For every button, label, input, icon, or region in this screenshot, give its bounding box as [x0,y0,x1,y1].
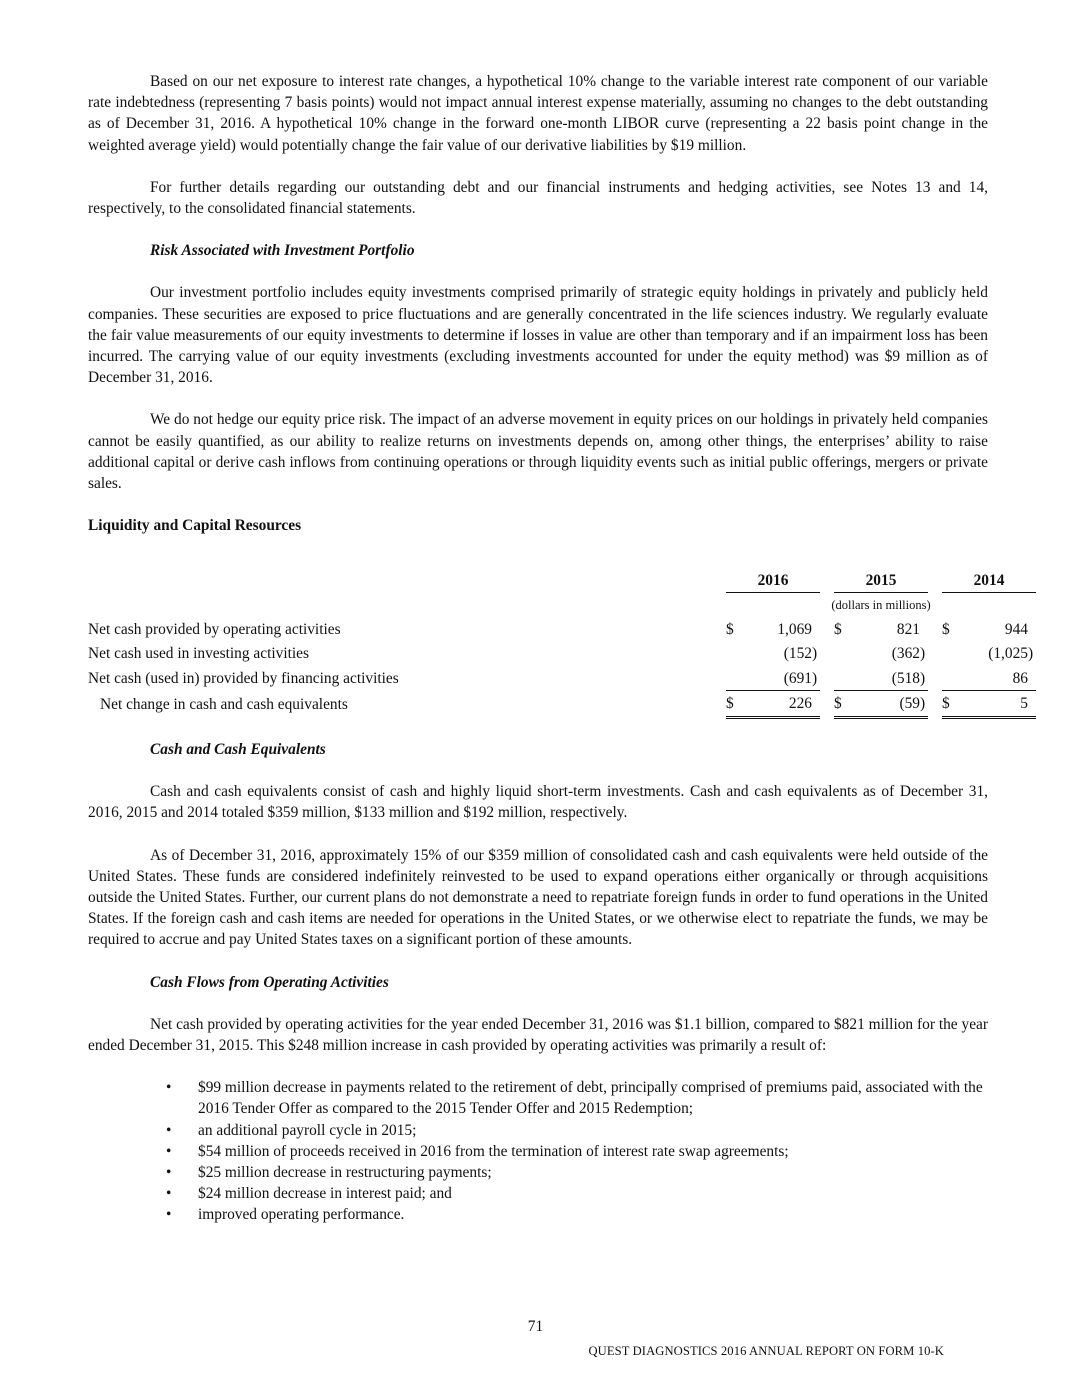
bullet-icon: • [166,1164,172,1182]
investment-portfolio-paragraph: Our investment portfolio includes equity investments comprised primarily of strategic equity holdings in privately and publicly held companies. These securities are exposed to price fluctuations and are generally concentrated in the life sciences industry. We regularly evaluate the fair value measurements of our equity investments to determine if losses in value are other than temporary and if an impairment loss has been incurred. The carrying value of our equity investments (excluding investments accounted for under the equity method) was $9 million as of December 31, 2016. [88,284,988,387]
bullet-icon: • [166,1142,172,1160]
currency-symbol: $ [726,621,734,639]
unit-note: (dollars in millions) [831,597,931,612]
value-2014: 944 [1004,621,1028,639]
list-item [88,1141,988,1162]
list-item-text: $24 million decrease in interest paid; and [198,1185,452,1203]
bullet-icon: • [166,1206,172,1224]
currency-symbol: $ [726,691,748,717]
year-header: 2014 [942,568,1036,593]
value-2015: (362 [891,645,920,663]
operating-cash-flows-paragraph: Net cash provided by operating activities for the year ended December 31, 2016 was $1.1 billion, compared to $821 million for the year ended December 31, 2015. This $248 million increase in cash provided by operating activities was primarily a result of: [88,1015,988,1055]
row-label: Net cash (used in) provided by financing activities [88,669,399,687]
table-row [88,618,1036,642]
list-item-text: improved operating performance. [198,1206,405,1224]
list-item [88,1204,988,1225]
list-item-text: $54 million of proceeds received in 2016 from the termination of interest rate swap agreements; [198,1142,789,1160]
bullet-icon: • [166,1185,172,1203]
value-2015: (59 [856,691,920,717]
operating-factors-list [88,1077,988,1225]
page-footer: QUEST DIAGNOSTICS 2016 ANNUAL REPORT ON FORM 10-K [588,1344,944,1358]
liquidity-heading: Liquidity and Capital Resources [88,517,302,535]
value-2014: 5 [964,691,1028,717]
value-2014: 86 [1012,669,1028,687]
list-item-text: an additional payroll cycle in 2015; [198,1121,417,1139]
currency-symbol: $ [834,621,842,639]
operating-cash-flows-heading: Cash Flows from Operating Activities [150,973,389,991]
list-item-text: $99 million decrease in payments related to the retirement of debt, principally comprised of premiums paid, associated with the 2016 Tender Offer as compared to the 2015 Tender Offer and 2015 Redemption; [198,1079,983,1118]
currency-symbol: $ [942,621,950,639]
value-2015: (518 [891,669,920,687]
table-row: Net cash used in investing activities (152 ) (362 ) (1,025 ) [88,642,1036,666]
list-item-text: $25 million decrease in restructuring payments; [198,1164,492,1182]
row-label: Net cash provided by operating activities [88,621,341,639]
value-2016: (691 [783,669,812,687]
table-row: Net cash (used in) provided by financing activities (691 ) (518 ) 86 [88,666,1036,691]
document-body [88,71,988,536]
list-item [88,1120,988,1141]
year-header: 2016 [726,568,820,593]
row-label: Net change in cash and cash equivalents [100,695,348,713]
table-header-row [88,568,1036,593]
cash-flow-table [88,568,1036,719]
risk-investment-heading: Risk Associated with Investment Portfolio [150,242,415,260]
interest-rate-paragraph: Based on our net exposure to interest rate changes, a hypothetical 10% change to the variable interest rate component of our variable rate indebtedness (representing 7 basis points) would not impact annual interest expense materially, assuming no changes to the debt outstanding as of December 31, 2016. A hypothetical 10% change in the forward one-month LIBOR curve (representing a 22 basis point change in the weighted average yield) would potentially change the fair value of our derivative liabilities by $19 million. [88,73,988,154]
list-item [88,1162,988,1183]
equity-price-risk-paragraph: We do not hedge our equity price risk. The impact of an adverse movement in equity prices on our holdings in privately held companies cannot be easily quantified, as our ability to realize returns on investments depends on, among other things, the enterprises’ ability to raise additional capital or derive cash inflows from continuing operations or through liquidity events such as initial public offerings, mergers or private sales. [88,411,988,493]
cash-equivalents-paragraph: Cash and cash equivalents consist of cash and highly liquid short-term investments. Cash and cash equivalents as of December 31, 2016, 2015 and 2014 totaled $359 million, $133 million and $192 million, respectively. [88,783,988,822]
value-2016: 1,069 [777,621,812,639]
value-2015: 821 [896,621,920,639]
currency-symbol: $ [834,691,856,717]
cash-equivalents-heading: Cash and Cash Equivalents [150,741,326,758]
value-2016: (152 [783,645,812,663]
currency-symbol: $ [942,691,964,717]
unit-row [88,593,1036,618]
page-number: 71 [527,1318,544,1335]
table-total-row: Net change in cash and cash equivalents $ 226 $ (59 ) $ 5 [88,691,1036,717]
further-details-paragraph: For further details regarding our outstanding debt and our financial instruments and hedging activities, see Notes 13 and 14, respectively, to the consolidated financial statements. [88,178,988,218]
list-item [88,1077,988,1119]
bullet-icon: • [166,1121,172,1139]
document-body-lower [88,739,988,1226]
row-label: Net cash used in investing activities [88,645,309,663]
value-2014: (1,025 [988,645,1028,663]
foreign-cash-paragraph: As of December 31, 2016, approximately 15% of our $359 million of consolidated cash and cash equivalents were held outside of the United States. These funds are considered indefinitely reinvested to be used to expand operations either organically or through acquisitions outside the United States. Further, our current plans do not demonstrate a need to repatriate foreign funds in order to fund operations in the United States. If the foreign cash and cash items are needed for operations in the United States, or we otherwise elect to repatriate the funds, we may be required to accrue and pay United States taxes on a significant portion of these amounts. [88,846,988,949]
value-2016: 226 [748,691,812,717]
list-item [88,1183,988,1204]
year-header: 2015 [834,568,928,593]
bullet-icon: • [166,1079,172,1097]
